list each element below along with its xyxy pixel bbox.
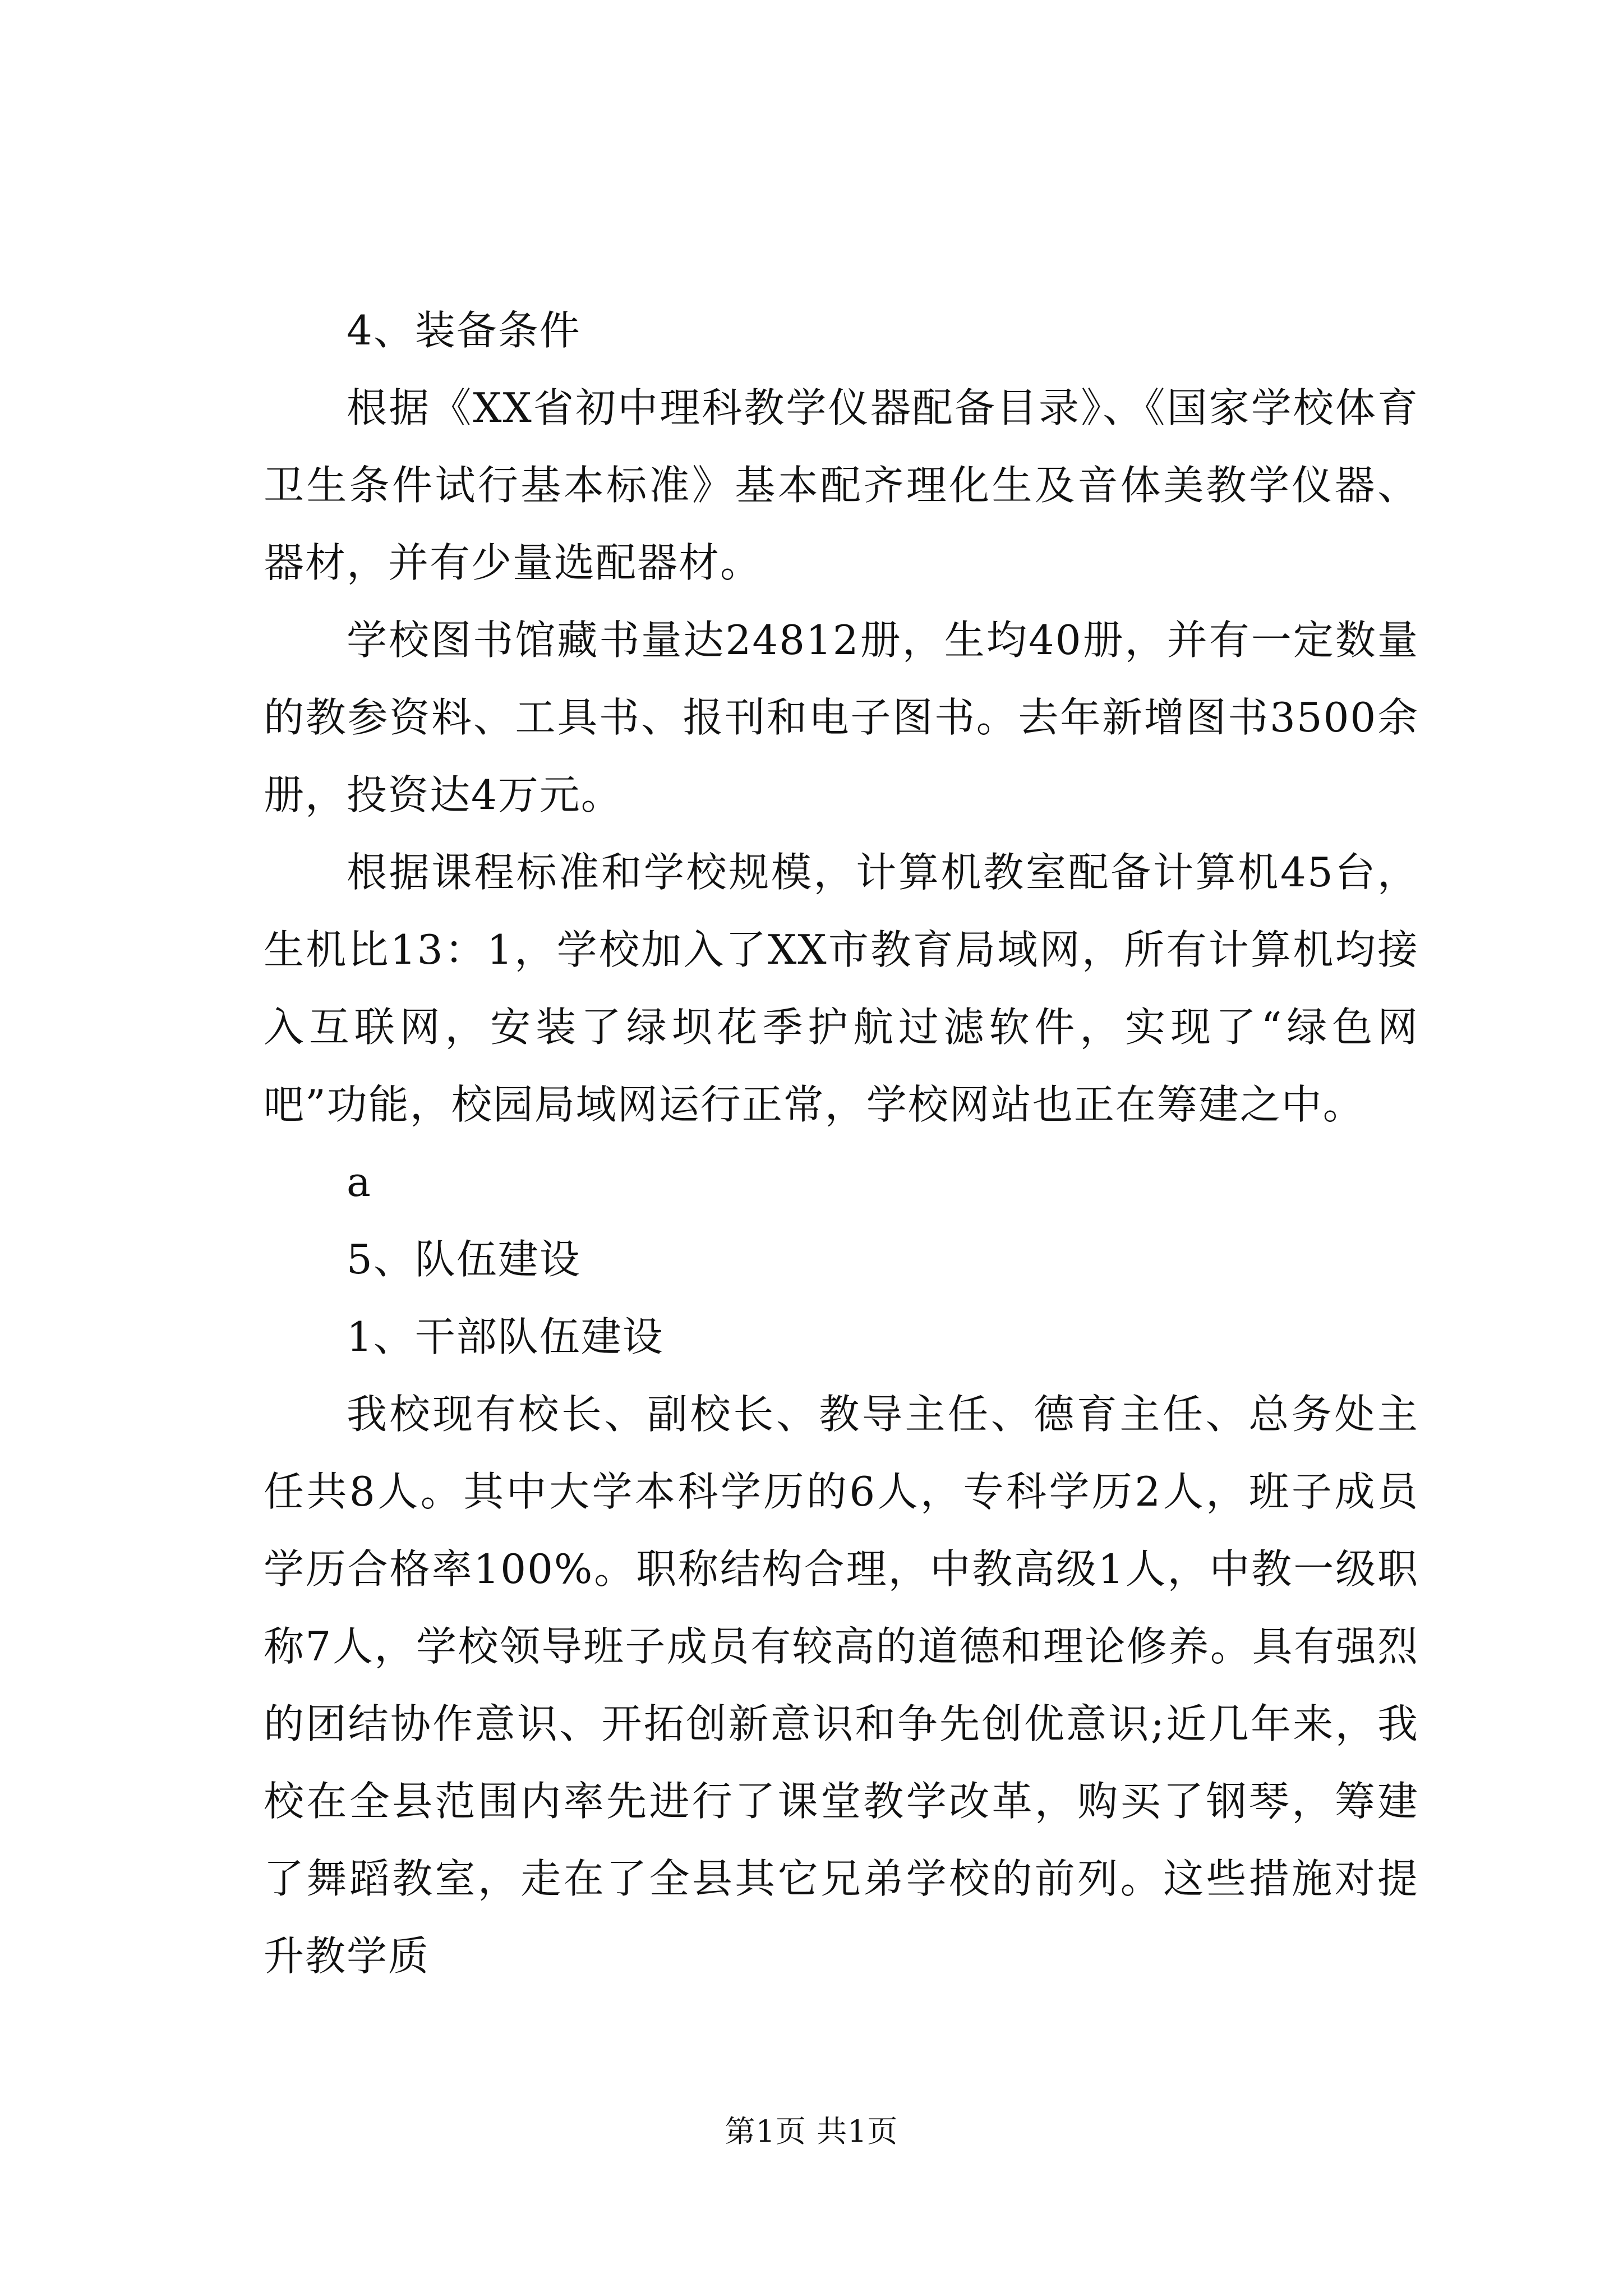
paragraph-instruments: 根据《XX省初中理科教学仪器配备目录》、《国家学校体育卫生条件试行基本标准》基本配齐理化生及音体美教学仪器、器材，并有少量选配器材。 bbox=[264, 384, 1419, 586]
heading-team-building: 5、队伍建设 bbox=[347, 1236, 581, 1283]
page-footer: 第1页 共1页 bbox=[725, 2114, 898, 2149]
heading-equipment: 4、装备条件 bbox=[347, 307, 581, 354]
paragraph-leadership: 我校现有校长、副校长、教导主任、德育主任、总务处主任共8人。其中大学本科学历的6人，专科学历2人，班子成员学历合格率100%。职称结构合理，中教高级1人，中教一级职称7人，学校领导班子成员有较高的道德和理论修养。具有强烈的团结协作意识、开拓创新意识和争先创优意识;近几年来，我校在全县范围内率先进行了课堂教学改革，购买了钢琴，筹建了舞蹈教室，走在了全县其它兄弟学校的前列。这些措施对提升教学质 bbox=[264, 1391, 1419, 1980]
paragraph-library: 学校图书馆藏书量达24812册，生均40册，并有一定数量的教参资料、工具书、报刊和电子图书。去年新增图书3500余册，投资达4万元。 bbox=[264, 616, 1419, 818]
document-body bbox=[264, 292, 1419, 1995]
heading-cadre-team: 1、干部队伍建设 bbox=[347, 1313, 664, 1360]
paragraph-stray-a: a bbox=[347, 1158, 372, 1205]
paragraph-computers: 根据课程标准和学校规模，计算机教室配备计算机45台，生机比13：1，学校加入了XX市教育局域网，所有计算机均接入互联网，安装了绿坝花季护航过滤软件，实现了“绿色网吧”功能，校园局域网运行正常，学校网站也正在筹建之中。 bbox=[264, 849, 1419, 1128]
